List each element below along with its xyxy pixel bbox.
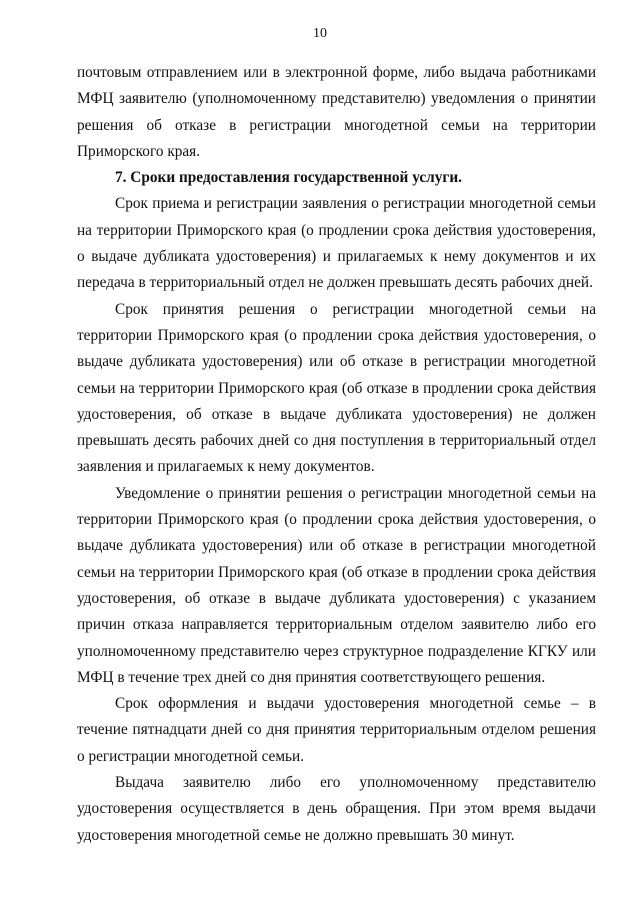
document-body [77,60,596,849]
paragraph-issuance-term: Срок оформления и выдачи удостоверения многодетной семье – в течение пятнадцати дней со дня принятия территориальным отделом решения о регистрации многодетной семьи. [77,695,596,765]
section-heading: 7. Сроки предоставления государственной услуги. [115,169,462,187]
paragraph-continuation: почтовым отправлением или в электронной форме, либо выдача работниками МФЦ заявителю (уполномоченному представителю) уведомления о принятии решения об отказе в регистрации многодетной семьи на территории Приморского края. [77,64,596,160]
page-number: 10 [313,26,327,41]
paragraph-issuance-day: Выдача заявителю либо его уполномоченному представителю удостоверения осуществляется в день обращения. При этом время выдачи удостоверения многодетной семье не должно превышать 30 минут. [77,774,596,844]
paragraph-decision-term: Срок принятия решения о регистрации многодетной семьи на территории Приморского края (о продлении срока действия удостоверения, о выдаче дубликата удостоверения) или об отказе в регистрации многодетной семьи на территории Приморского края (об отказе в продлении срока действия удостоверения, об отказе в выдаче дубликата удостоверения) не должен превышать десять рабочих дней со дня поступления в территориальный отдел заявления и прилагаемых к нему документов. [77,300,596,476]
paragraph-notification: Уведомление о принятии решения о регистрации многодетной семьи на территории Приморского края (о продлении срока действия удостоверения, о выдаче дубликата удостоверения) или об отказе в регистрации многодетной семьи на территории Приморского края (об отказе в продлении срока действия удостоверения, об отказе в выдаче дубликата удостоверения) с указанием причин отказа направляется территориальным отделом заявителю либо его уполномоченному представителю через структурное подразделение КГКУ или МФЦ в течение трех дней со дня принятия соответствующего решения. [77,484,596,686]
paragraph-application-term: Срок приема и регистрации заявления о регистрации многодетной семьи на территории Приморского края (о продлении срока действия удостоверения, о выдаче дубликата удостоверения) и прилагаемых к нему документов и их передача в территориальный отдел не должен превышать десять рабочих дней. [77,195,596,292]
